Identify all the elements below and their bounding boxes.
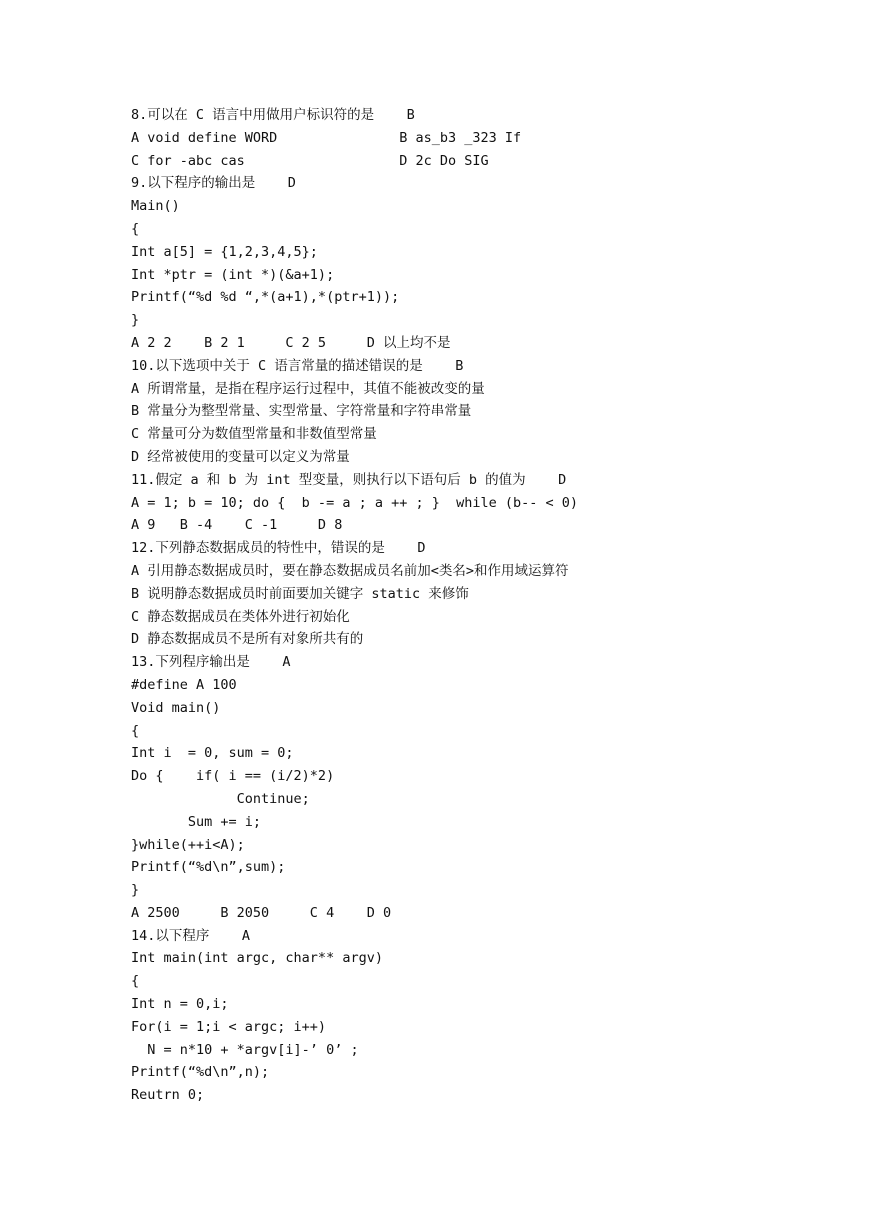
question-8-stem: 8.可以在 C 语言中用做用户标识符的是 B (131, 107, 415, 123)
code-line: A = 1; b = 10; do { b -= a ; a ++ ; } while (b-- < 0) (131, 494, 579, 511)
question-10-option-c: C 常量可分为数值型常量和非数值型常量 (131, 426, 377, 443)
code-line: Int a[5] = {1,2,3,4,5}; (131, 243, 318, 260)
question-9-options: A 2 2 B 2 1 C 2 5 D 以上均不是 (131, 334, 451, 351)
code-line: Int n = 0,i; (131, 996, 229, 1013)
question-10-option-a: A 所谓常量，是指在程序运行过程中，其值不能被改变的量 (131, 380, 485, 397)
code-line: Printf(“%d\n”,sum); (131, 859, 286, 876)
code-line: Continue; (131, 790, 310, 807)
code-line: { (131, 722, 140, 739)
question-10-option-b: B 常量分为整型常量、实型常量、字符常量和字符串常量 (131, 403, 472, 420)
question-9-stem: 9.以下程序的输出是 D (131, 175, 296, 192)
code-line: Int main(int argc, char** argv) (131, 950, 383, 967)
question-12-option-c: C 静态数据成员在类体外进行初始化 (131, 608, 350, 625)
code-line: Int *ptr = (int *)(&a+1); (131, 266, 335, 283)
question-11-stem: 11.假定 a 和 b 为 int 型变量，则执行以下语句后 b 的值为 D (131, 471, 567, 488)
code-line: Reutrn 0; (131, 1087, 205, 1104)
code-line: } (131, 882, 140, 899)
code-line: { (131, 220, 140, 237)
code-line: For(i = 1;i < argc; i++) (131, 1018, 327, 1035)
question-13-options: A 2500 B 2050 C 4 D 0 (131, 904, 392, 921)
code-line: { (131, 973, 140, 990)
question-12-option-d: D 静态数据成员不是所有对象所共有的 (131, 631, 364, 648)
code-line: N = n*10 + *argv[i]-’ 0’ ; (131, 1041, 359, 1058)
code-line: Sum += i; (131, 813, 262, 830)
question-10-option-d: D 经常被使用的变量可以定义为常量 (131, 448, 350, 465)
code-line: } (131, 312, 140, 329)
question-13-stem: 13.下列程序输出是 A (131, 654, 291, 671)
question-8-options-cd: C for -abc cas D 2c Do SIG (131, 152, 489, 169)
question-8-options-ab: A void define WORD B as_b3 _323 If (131, 129, 522, 146)
code-line: Main() (131, 198, 180, 215)
question-12-option-b: B 说明静态数据成员时前面要加关键字 static 来修饰 (131, 585, 469, 602)
question-11-options: A 9 B -4 C -1 D 8 (131, 517, 343, 534)
question-12-option-a: A 引用静态数据成员时，要在静态数据成员名前加<类名>和作用域运算符 (131, 562, 569, 579)
question-12-stem: 12.下列静态数据成员的特性中，错误的是 D (131, 540, 426, 557)
code-line: }while(++i<A); (131, 836, 245, 853)
code-line: #define A 100 (131, 676, 237, 693)
code-line: Printf(“%d %d “,*(a+1),*(ptr+1)); (131, 289, 400, 306)
document-page (131, 104, 851, 1107)
question-10-stem: 10.以下选项中关于 C 语言常量的描述错误的是 B (131, 357, 464, 374)
code-line: Printf(“%d\n”,n); (131, 1064, 270, 1081)
code-line: Int i = 0, sum = 0; (131, 745, 294, 762)
question-14-stem: 14.以下程序 A (131, 927, 251, 944)
code-line: Void main() (131, 699, 221, 716)
code-line: Do { if( i == (i/2)*2) (131, 768, 335, 785)
